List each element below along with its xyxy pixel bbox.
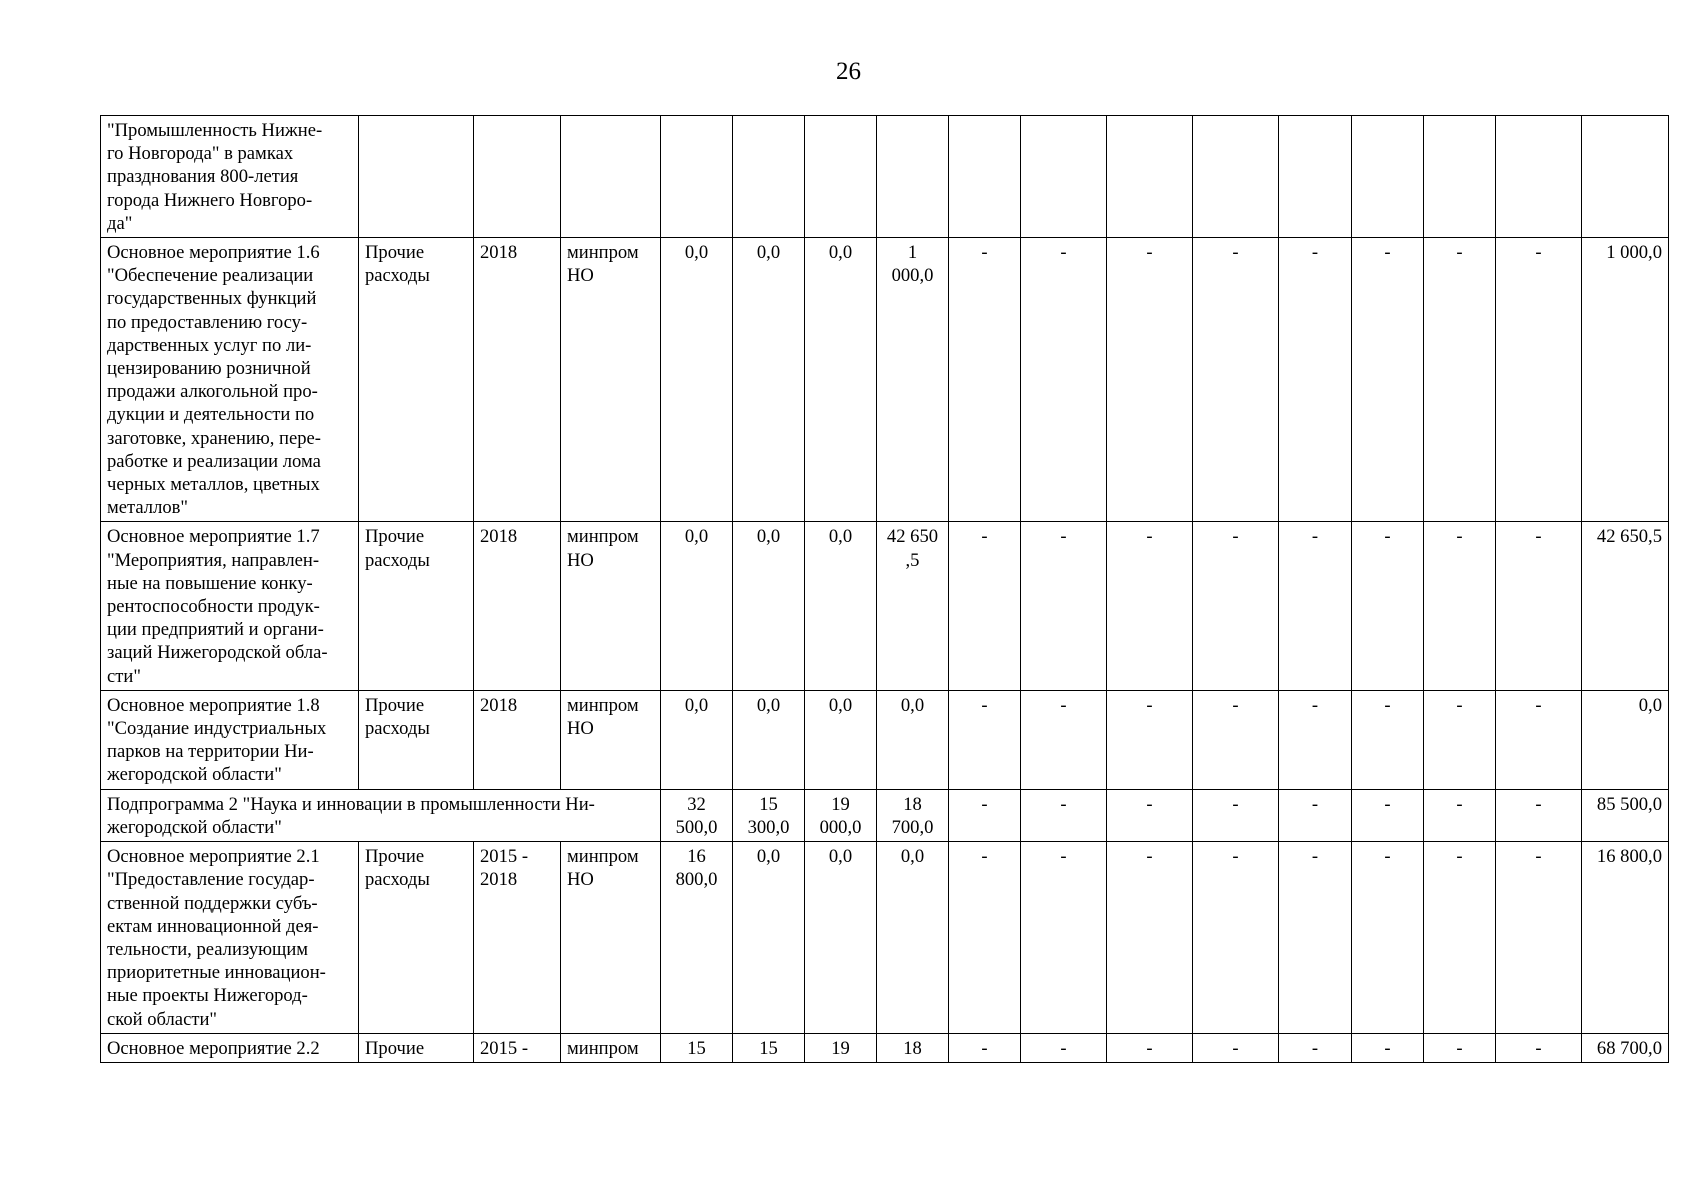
measure-name-cell [101,522,359,690]
measure-name-cell-line: рентоспособности продук- [107,596,320,618]
table-body [101,116,1669,1063]
table-row [101,116,1669,238]
empty-year-cell: - [949,238,1021,522]
empty-year-cell: - [949,842,1021,1034]
empty-year-cell: - [1021,238,1107,522]
amount-cell [661,690,733,789]
empty-year-cell: - [949,789,1021,841]
empty-year-cell: - [1279,522,1352,690]
measure-name-cell-line: "Обеспечение реализации [107,265,314,287]
empty-year-cell [949,116,1021,238]
empty-year-cell: - [1279,1033,1352,1062]
empty-year-cell: - [1107,789,1193,841]
empty-year-cell: - [1279,842,1352,1034]
total-cell: 16 800,0 [1582,842,1669,1034]
executor-cell [561,690,661,789]
amount-cell-line: 0,0 [684,526,709,548]
table-row [101,842,1669,1034]
empty-year-cell: - [1021,842,1107,1034]
expense-type-cell-line: Прочие [365,242,425,264]
empty-year-cell: - [1193,1033,1279,1062]
empty-year-cell: - [1352,238,1424,522]
amount-cell [877,789,949,841]
period-cell [474,238,561,522]
amount-cell [877,842,949,1034]
amount-cell-line: 32 [687,793,706,815]
empty-year-cell: - [1021,789,1107,841]
executor-cell-line: минпром [567,242,639,264]
amount-cell-line: 0,0 [756,694,781,716]
amount-cell-line: 000,0 [819,816,862,838]
amount-cell-line: 0,0 [756,526,781,548]
amount-cell [733,238,805,522]
empty-year-cell: - [949,522,1021,690]
period-cell-line: 2015 - [480,846,529,868]
measure-name-cell-line: "Промышленность Нижне- [107,120,323,141]
amount-cell [661,1033,733,1062]
empty-year-cell: - [1352,1033,1424,1062]
measure-name-cell [101,238,359,522]
empty-year-cell: - [1021,522,1107,690]
period-cell [474,1033,561,1062]
amount-cell [877,690,949,789]
measure-name-cell-line: ской области" [107,1008,217,1030]
amount-cell [733,1033,805,1062]
measure-name-cell-line: празднования 800-летия [107,166,299,188]
empty-year-cell: - [1021,690,1107,789]
amount-cell-line: 18 [903,1037,922,1059]
measure-name-cell-line: Основное мероприятие 1.6 [107,242,320,264]
amount-cell-line: 0,0 [900,846,925,868]
empty-year-cell: - [1496,842,1582,1034]
expense-type-cell [359,842,474,1034]
amount-cell-line: 19 [831,793,850,815]
period-cell [474,116,561,238]
empty-year-cell: - [1352,522,1424,690]
amount-cell-line: 15 [687,1037,706,1059]
amount-cell-line: 42 650 [886,526,939,548]
subprogram-name-cell-line: жегородской области" [107,816,282,838]
empty-year-cell: - [1193,238,1279,522]
measure-name-cell-line: ектам инновационной дея- [107,915,319,937]
budget-table [100,115,1669,1063]
empty-year-cell: - [1424,690,1496,789]
table-row [101,522,1669,690]
amount-cell [805,238,877,522]
amount-cell-line: 800,0 [675,869,718,891]
amount-cell-line: 500,0 [675,816,718,838]
amount-cell [805,842,877,1034]
total-cell: 1 000,0 [1582,238,1669,522]
measure-name-cell-line: ственной поддержки субъ- [107,892,318,914]
amount-cell [805,1033,877,1062]
executor-cell-line: НО [567,718,594,740]
empty-year-cell: - [1107,522,1193,690]
measure-name-cell-line: черных металлов, цветных [107,474,320,496]
executor-cell [561,238,661,522]
measure-name-cell-line: тельности, реализующим [107,938,309,960]
period-cell [474,522,561,690]
empty-year-cell: - [1193,789,1279,841]
measure-name-cell-line: дукции и деятельности по [107,404,315,426]
expense-type-cell-line: Прочие [365,694,425,716]
empty-year-cell: - [949,690,1021,789]
amount-cell-line: 0,0 [828,694,853,716]
measure-name-cell [101,1033,359,1062]
amount-cell-line: 0,0 [684,694,709,716]
page-number: 26 [836,58,861,85]
executor-cell-line: минпром [567,526,639,548]
expense-type-cell [359,116,474,238]
empty-year-cell: - [1352,842,1424,1034]
measure-name-cell-line: жегородской области" [107,764,282,786]
amount-cell-line: 0,0 [828,526,853,548]
expense-type-cell-line: Прочие [365,1037,425,1059]
total-cell: 85 500,0 [1582,789,1669,841]
measure-name-cell [101,690,359,789]
measure-name-cell-line: Основное мероприятие 1.8 [107,694,320,716]
measure-name-cell-line: да" [107,212,133,234]
expense-type-cell-line: расходы [365,549,430,571]
executor-cell [561,522,661,690]
expense-type-cell [359,238,474,522]
expense-type-cell-line: Прочие [365,526,425,548]
amount-cell-line: 15 [759,793,778,815]
empty-year-cell: - [1107,690,1193,789]
executor-cell-line: НО [567,549,594,571]
amount-cell-line: 16 [687,846,706,868]
amount-cell-line: 000,0 [891,265,934,287]
empty-year-cell: - [1352,690,1424,789]
amount-cell [805,789,877,841]
subprogram-row [101,789,1669,841]
measure-name-cell-line: парков на территории Ни- [107,741,314,763]
amount-cell-line: ,5 [905,549,920,571]
expense-type-cell [359,1033,474,1062]
total-cell: 0,0 [1582,690,1669,789]
measure-name-cell-line: города Нижнего Новгоро- [107,189,313,211]
measure-name-cell-line: "Создание индустриальных [107,718,327,740]
measure-name-cell-line: ные на повышение конку- [107,572,313,594]
amount-cell [733,116,805,238]
measure-name-cell-line: "Мероприятия, направлен- [107,549,320,571]
measure-name-cell-line: "Предоставление государ- [107,869,315,891]
measure-name-cell-line: заготовке, хранению, пере- [107,427,321,449]
empty-year-cell [1193,116,1279,238]
empty-year-cell: - [1424,522,1496,690]
period-cell-line: 2018 [480,869,518,891]
empty-year-cell: - [1021,1033,1107,1062]
amount-cell [805,522,877,690]
empty-year-cell: - [1496,1033,1582,1062]
measure-name-cell-line: Основное мероприятие 2.2 [107,1037,320,1059]
measure-name-cell-line: работке и реализации лома [107,450,321,472]
measure-name-cell-line: дарственных услуг по ли- [107,334,312,356]
executor-cell-line: минпром [567,694,639,716]
measure-name-cell-line: металлов" [107,497,189,519]
measure-name-cell-line: государственных функций [107,288,317,310]
period-cell [474,690,561,789]
amount-cell-line: 0,0 [828,846,853,868]
measure-name-cell-line: цензированию розничной [107,358,311,380]
empty-year-cell: - [1496,789,1582,841]
amount-cell [661,116,733,238]
measure-name-cell-line: приоритетные инновацион- [107,962,326,984]
period-cell-line: 2018 [480,694,518,716]
amount-cell [877,1033,949,1062]
empty-year-cell [1496,116,1582,238]
amount-cell-line: 15 [759,1037,778,1059]
total-cell: 42 650,5 [1582,522,1669,690]
subprogram-name-cell-line: Подпрограмма 2 "Наука и инновации в промышленности Ни- [107,793,595,815]
empty-year-cell: - [1352,789,1424,841]
amount-cell [805,690,877,789]
empty-year-cell [1352,116,1424,238]
measure-name-cell [101,116,359,238]
empty-year-cell: - [1279,789,1352,841]
amount-cell-line: 19 [831,1037,850,1059]
expense-type-cell [359,690,474,789]
executor-cell [561,1033,661,1062]
empty-year-cell: - [1193,842,1279,1034]
table-row [101,690,1669,789]
amount-cell-line: 1 [907,242,918,264]
executor-cell [561,842,661,1034]
empty-year-cell: - [1496,238,1582,522]
executor-cell-line: НО [567,869,594,891]
subprogram-name-cell [101,789,661,841]
amount-cell [877,116,949,238]
table-row [101,1033,1669,1062]
period-cell-line: 2018 [480,242,518,264]
expense-type-cell-line: расходы [365,869,430,891]
empty-year-cell: - [1107,1033,1193,1062]
expense-type-cell-line: расходы [365,265,430,287]
expense-type-cell-line: расходы [365,718,430,740]
empty-year-cell [1021,116,1107,238]
measure-name-cell-line: ные проекты Нижегород- [107,985,308,1007]
empty-year-cell: - [1107,842,1193,1034]
empty-year-cell [1279,116,1352,238]
amount-cell [661,789,733,841]
amount-cell-line: 0,0 [900,694,925,716]
amount-cell [661,238,733,522]
amount-cell-line: 0,0 [684,242,709,264]
amount-cell [733,690,805,789]
amount-cell-line: 300,0 [747,816,790,838]
expense-type-cell-line: Прочие [365,846,425,868]
table-row [101,238,1669,522]
empty-year-cell: - [1424,1033,1496,1062]
empty-year-cell: - [1279,238,1352,522]
amount-cell [733,789,805,841]
amount-cell-line: 0,0 [756,846,781,868]
measure-name-cell-line: го Новгорода" в рамках [107,143,294,165]
executor-cell-line: НО [567,265,594,287]
amount-cell [805,116,877,238]
amount-cell [733,842,805,1034]
amount-cell-line: 18 [903,793,922,815]
executor-cell-line: минпром [567,846,639,868]
empty-year-cell: - [1107,238,1193,522]
period-cell-line: 2015 - [480,1037,529,1059]
empty-year-cell: - [1424,842,1496,1034]
empty-year-cell: - [1193,522,1279,690]
measure-name-cell-line: заций Нижегородской обла- [107,642,328,664]
amount-cell [733,522,805,690]
empty-year-cell [1424,116,1496,238]
amount-cell-line: 0,0 [828,242,853,264]
total-cell: 68 700,0 [1582,1033,1669,1062]
empty-year-cell [1107,116,1193,238]
empty-year-cell: - [1424,789,1496,841]
amount-cell [661,522,733,690]
total-cell [1582,116,1669,238]
period-cell-line: 2018 [480,526,518,548]
expense-type-cell [359,522,474,690]
amount-cell-line: 700,0 [891,816,934,838]
measure-name-cell-line: Основное мероприятие 1.7 [107,526,320,548]
executor-cell-line: минпром [567,1037,639,1059]
empty-year-cell: - [1279,690,1352,789]
empty-year-cell: - [1496,522,1582,690]
measure-name-cell-line: продажи алкогольной про- [107,381,318,403]
amount-cell-line: 0,0 [756,242,781,264]
measure-name-cell-line: Основное мероприятие 2.1 [107,846,320,868]
measure-name-cell-line: сти" [107,665,141,687]
empty-year-cell: - [1193,690,1279,789]
measure-name-cell-line: по предоставлению госу- [107,311,308,333]
amount-cell [877,522,949,690]
empty-year-cell: - [949,1033,1021,1062]
measure-name-cell-line: ции предприятий и органи- [107,619,324,641]
empty-year-cell: - [1424,238,1496,522]
measure-name-cell [101,842,359,1034]
executor-cell [561,116,661,238]
amount-cell [661,842,733,1034]
amount-cell [877,238,949,522]
empty-year-cell: - [1496,690,1582,789]
period-cell [474,842,561,1034]
